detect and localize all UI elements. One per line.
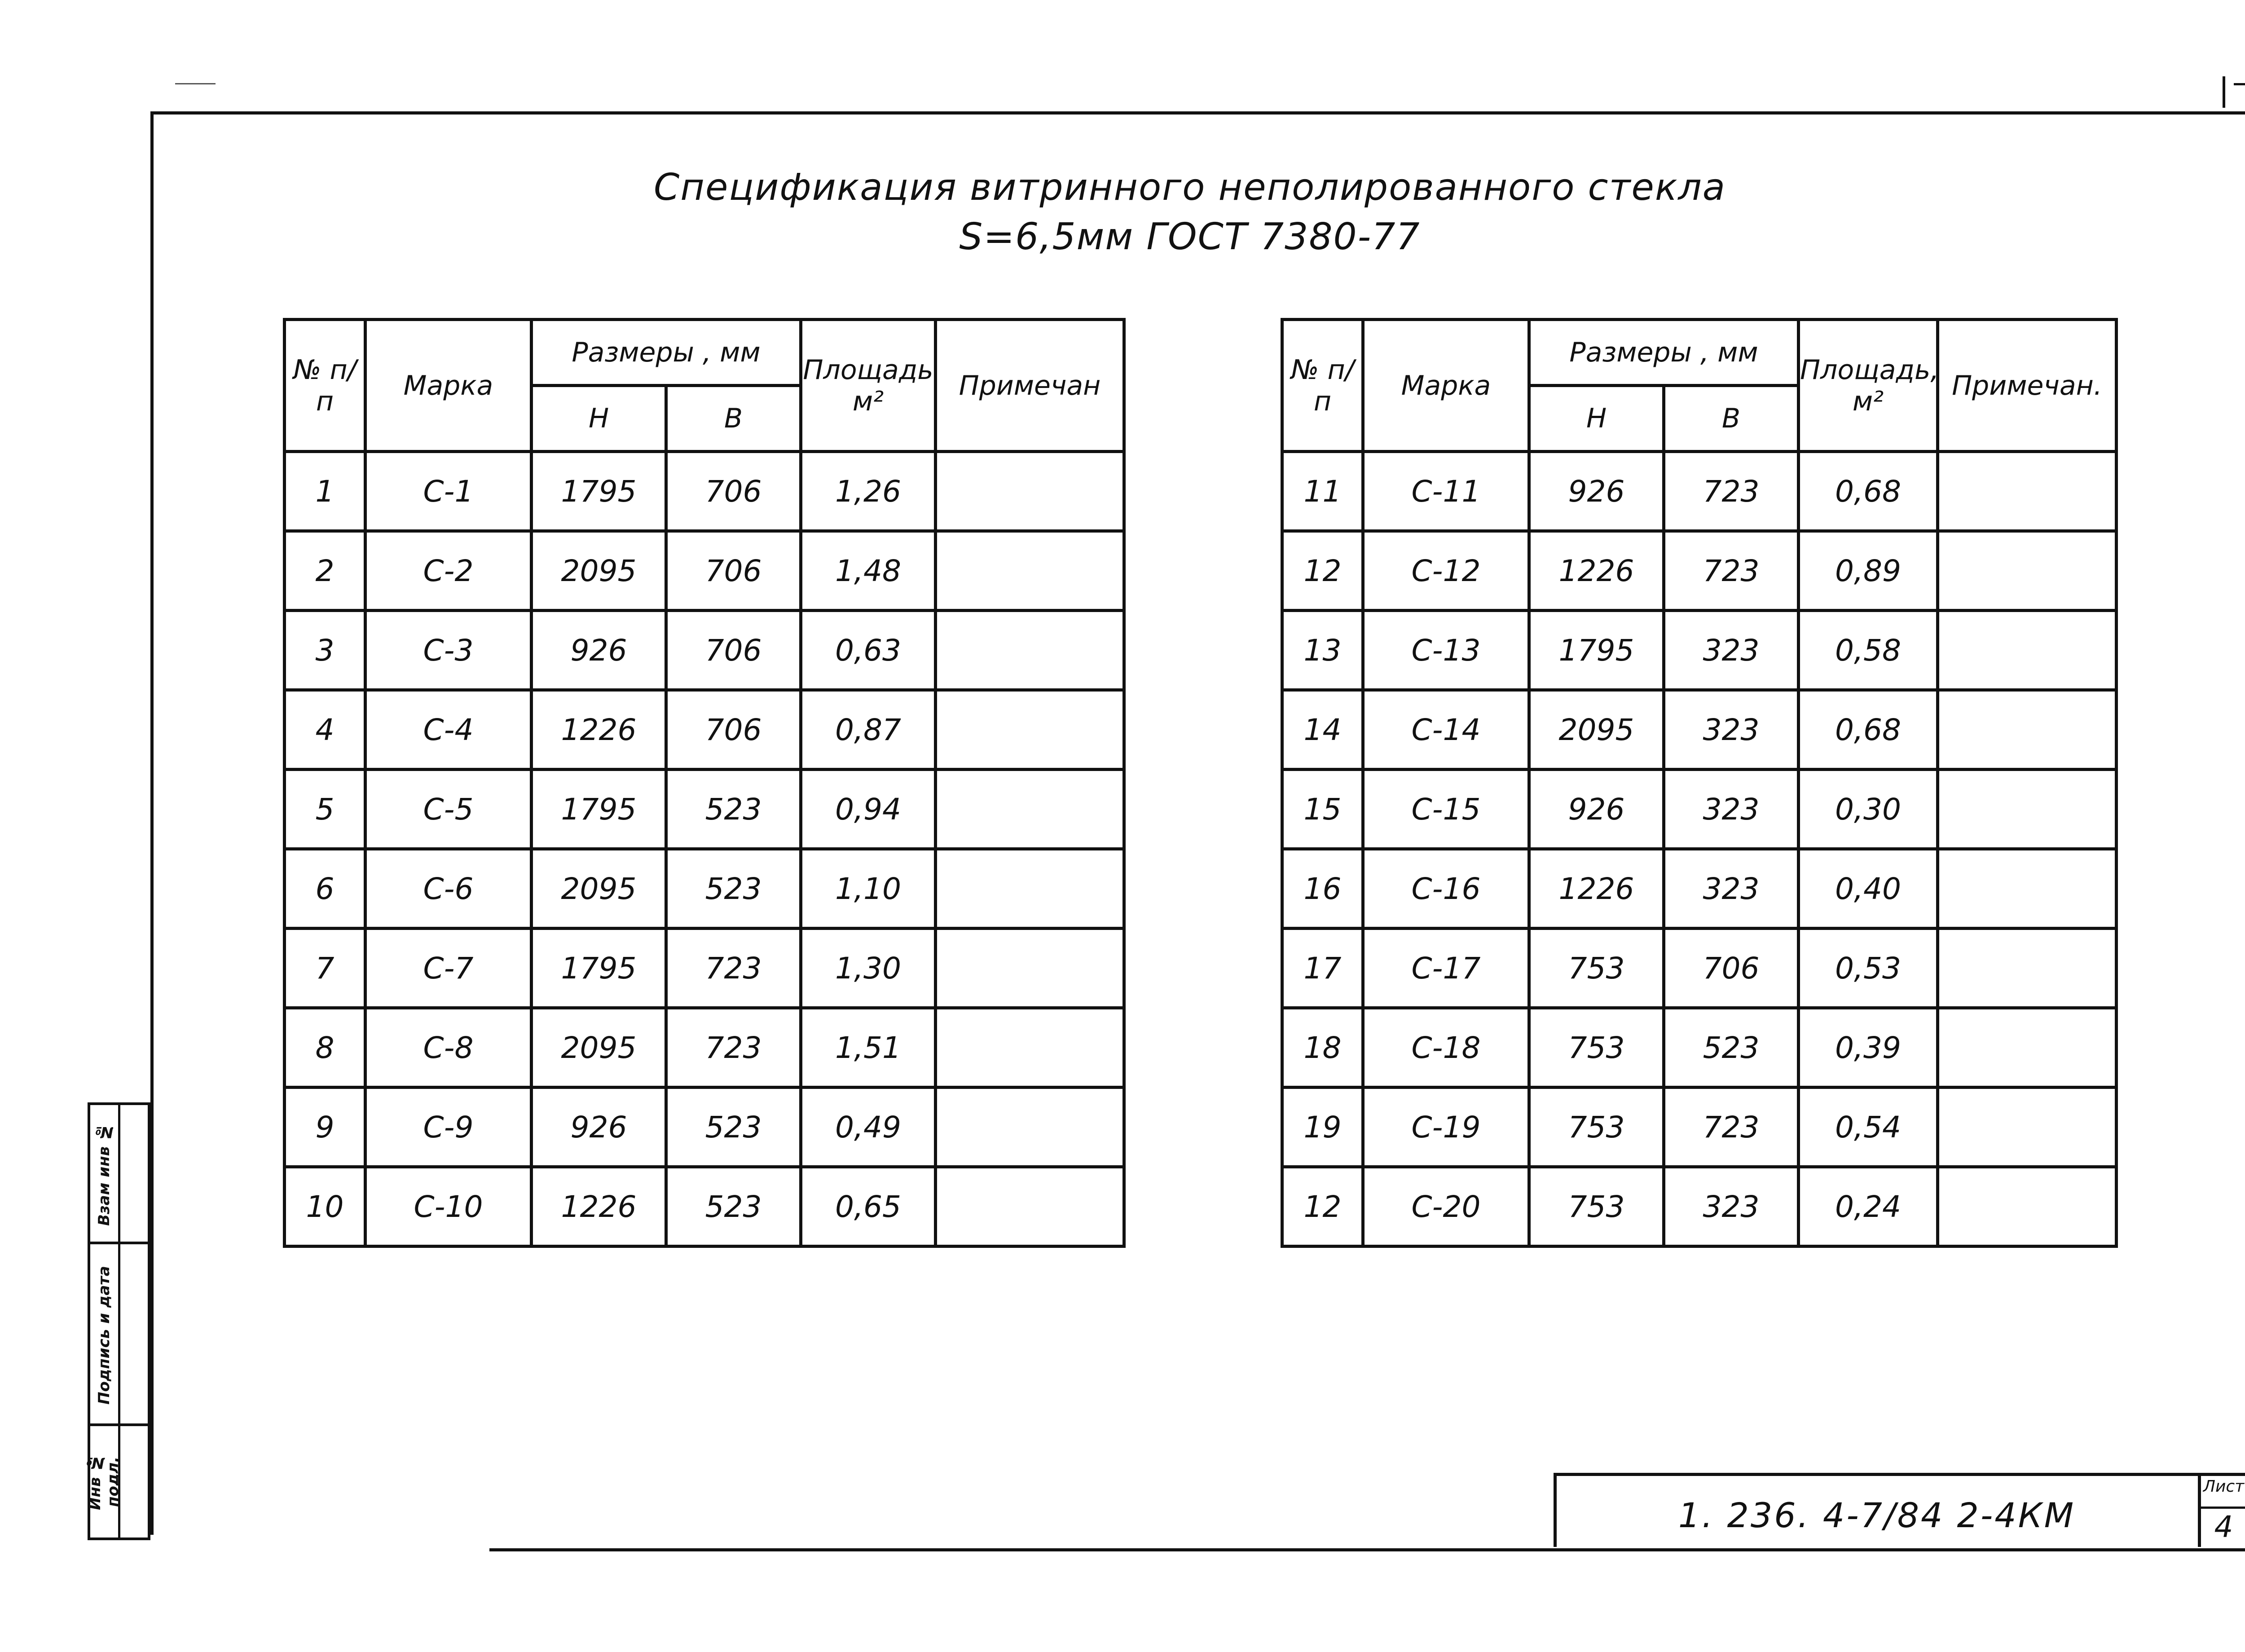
- frame-border-top: [150, 111, 2245, 115]
- header-sizes: Размеры , мм: [1529, 320, 1799, 386]
- header-mark: Марка: [365, 320, 532, 452]
- stamp-inv-no: Инв № подл.: [86, 1454, 122, 1510]
- cell-note: [1938, 770, 2117, 849]
- cell-b: 523: [1664, 1008, 1799, 1088]
- cell-h: 753: [1529, 1088, 1664, 1167]
- table-row: [285, 531, 1124, 611]
- cell-b: 723: [666, 1008, 801, 1088]
- cell-note: [936, 1088, 1124, 1167]
- cell-mark: С-18: [1363, 1008, 1529, 1088]
- table-row: [1282, 531, 2117, 611]
- cell-note: [936, 849, 1124, 929]
- cell-note: [1938, 1008, 2117, 1088]
- table-row: [1282, 849, 2117, 929]
- table-row: [1282, 1008, 2117, 1088]
- cell-h: 926: [532, 1088, 666, 1167]
- cell-h: 926: [532, 611, 666, 690]
- cell-area: 1,26: [801, 452, 936, 531]
- cell-area: 0,40: [1799, 849, 1938, 929]
- cell-area: 0,89: [1799, 531, 1938, 611]
- cell-area: 0,54: [1799, 1088, 1938, 1167]
- cell-mark: С-2: [365, 531, 532, 611]
- cell-mark: С-6: [365, 849, 532, 929]
- table-row: [1282, 690, 2117, 770]
- cell-area: 0,39: [1799, 1008, 1938, 1088]
- table-row: [285, 690, 1124, 770]
- cell-h: 2095: [532, 1008, 666, 1088]
- cell-mark: С-7: [365, 929, 532, 1008]
- cell-b: 706: [666, 452, 801, 531]
- table-row: [1282, 1167, 2117, 1247]
- header-area: Площадь м²: [801, 320, 936, 452]
- table-row: [285, 1008, 1124, 1088]
- cell-area: 1,48: [801, 531, 936, 611]
- cell-h: 1226: [532, 690, 666, 770]
- cell-area: 1,51: [801, 1008, 936, 1088]
- cell-num: 15: [1282, 770, 1363, 849]
- cell-mark: С-5: [365, 770, 532, 849]
- cell-num: 9: [285, 1088, 365, 1167]
- cell-num: 3: [285, 611, 365, 690]
- cell-num: 10: [285, 1167, 365, 1247]
- cell-area: 1,30: [801, 929, 936, 1008]
- cell-h: 1226: [532, 1167, 666, 1247]
- cell-num: 12: [1282, 1167, 1363, 1247]
- cell-mark: С-10: [365, 1167, 532, 1247]
- cell-area: 0,30: [1799, 770, 1938, 849]
- cell-num: 7: [285, 929, 365, 1008]
- cell-b: 523: [666, 770, 801, 849]
- document-subtitle: S=6,5мм ГОСТ 7380-77: [959, 216, 1421, 258]
- cell-note: [936, 611, 1124, 690]
- cell-mark: С-16: [1363, 849, 1529, 929]
- table-row: [1282, 770, 2117, 849]
- cell-note: [936, 452, 1124, 531]
- document-code: 1. 236. 4-7/84 2-4КМ: [1678, 1495, 2076, 1535]
- cell-note: [1938, 849, 2117, 929]
- cell-mark: С-14: [1363, 690, 1529, 770]
- cell-h: 1795: [1529, 611, 1664, 690]
- cell-b: 723: [1664, 452, 1799, 531]
- header-num: № п/п: [1282, 320, 1363, 452]
- cell-h: 1795: [532, 452, 666, 531]
- cell-note: [1938, 690, 2117, 770]
- cell-b: 323: [1664, 770, 1799, 849]
- cell-h: 753: [1529, 1167, 1664, 1247]
- header-h: Н: [1529, 386, 1664, 452]
- cell-b: 523: [666, 1167, 801, 1247]
- cell-note: [936, 929, 1124, 1008]
- cell-note: [936, 1008, 1124, 1088]
- cell-h: 2095: [532, 531, 666, 611]
- spec-table-right: [1281, 318, 2118, 1248]
- cell-mark: С-17: [1363, 929, 1529, 1008]
- cell-num: 4: [285, 690, 365, 770]
- cell-area: 0,49: [801, 1088, 936, 1167]
- header-mark: Марка: [1363, 320, 1529, 452]
- frame-mark: [175, 83, 216, 84]
- cell-area: 0,53: [1799, 929, 1938, 1008]
- cell-note: [936, 690, 1124, 770]
- header-b: В: [1664, 386, 1799, 452]
- cell-h: 753: [1529, 1008, 1664, 1088]
- cell-note: [1938, 929, 2117, 1008]
- header-h: Н: [532, 386, 666, 452]
- stamp-sign-date: Подпись и дата: [95, 1266, 113, 1405]
- cell-mark: С-4: [365, 690, 532, 770]
- cell-num: 17: [1282, 929, 1363, 1008]
- table-row: [1282, 929, 2117, 1008]
- cell-num: 5: [285, 770, 365, 849]
- header-num: № п/п: [285, 320, 365, 452]
- cell-num: 18: [1282, 1008, 1363, 1088]
- sheet-number: 4: [2214, 1510, 2233, 1544]
- cell-num: 2: [285, 531, 365, 611]
- cell-h: 753: [1529, 929, 1664, 1008]
- spec-table-left: [283, 318, 1126, 1248]
- cell-area: 0,94: [801, 770, 936, 849]
- table-row: [285, 1167, 1124, 1247]
- frame-border-left: [150, 111, 154, 1535]
- cell-mark: С-12: [1363, 531, 1529, 611]
- cell-b: 706: [666, 531, 801, 611]
- table-row: [285, 770, 1124, 849]
- cell-h: 1226: [1529, 531, 1664, 611]
- table-row: [1282, 611, 2117, 690]
- table-row: [1282, 1088, 2117, 1167]
- cell-area: 0,68: [1799, 690, 1938, 770]
- cell-h: 1795: [532, 929, 666, 1008]
- cell-num: 8: [285, 1008, 365, 1088]
- cell-note: [1938, 1167, 2117, 1247]
- cell-b: 323: [1664, 849, 1799, 929]
- cell-b: 706: [1664, 929, 1799, 1008]
- table-row: [285, 452, 1124, 531]
- cell-mark: С-11: [1363, 452, 1529, 531]
- frame-corner-tick: [2234, 83, 2245, 85]
- cell-area: 0,24: [1799, 1167, 1938, 1247]
- cell-note: [936, 770, 1124, 849]
- header-sizes: Размеры , мм: [532, 320, 801, 386]
- document-title: Спецификация витринного неполированного стекла: [653, 166, 1726, 209]
- cell-num: 12: [1282, 531, 1363, 611]
- stamp-replaces-inv: Взам инв №: [95, 1123, 113, 1226]
- cell-mark: С-13: [1363, 611, 1529, 690]
- cell-b: 323: [1664, 611, 1799, 690]
- cell-mark: С-3: [365, 611, 532, 690]
- cell-mark: С-19: [1363, 1088, 1529, 1167]
- sheet-label: Лист: [2203, 1477, 2245, 1496]
- cell-area: 0,68: [1799, 452, 1938, 531]
- cell-mark: С-15: [1363, 770, 1529, 849]
- table-row: [285, 1088, 1124, 1167]
- frame-corner-tick: [2223, 76, 2225, 108]
- cell-mark: С-1: [365, 452, 532, 531]
- cell-h: 2095: [532, 849, 666, 929]
- cell-note: [936, 531, 1124, 611]
- cell-b: 706: [666, 690, 801, 770]
- cell-h: 926: [1529, 770, 1664, 849]
- cell-area: 0,65: [801, 1167, 936, 1247]
- cell-b: 323: [1664, 1167, 1799, 1247]
- header-b: В: [666, 386, 801, 452]
- header-area: Площадь, м²: [1799, 320, 1938, 452]
- cell-b: 323: [1664, 690, 1799, 770]
- side-stamp: [88, 1102, 150, 1540]
- cell-note: [1938, 531, 2117, 611]
- cell-h: 926: [1529, 452, 1664, 531]
- cell-note: [1938, 611, 2117, 690]
- header-note: Примечан: [936, 320, 1124, 452]
- cell-b: 706: [666, 611, 801, 690]
- cell-b: 523: [666, 1088, 801, 1167]
- sheet-box-divider: [2198, 1507, 2245, 1509]
- cell-note: [1938, 1088, 2117, 1167]
- cell-num: 19: [1282, 1088, 1363, 1167]
- table-row: [285, 929, 1124, 1008]
- cell-num: 13: [1282, 611, 1363, 690]
- cell-note: [936, 1167, 1124, 1247]
- header-note: Примечан.: [1938, 320, 2117, 452]
- cell-mark: С-20: [1363, 1167, 1529, 1247]
- cell-b: 723: [666, 929, 801, 1008]
- cell-num: 1: [285, 452, 365, 531]
- table-row: [1282, 452, 2117, 531]
- frame-border-bottom: [489, 1548, 2245, 1551]
- table-row: [285, 611, 1124, 690]
- cell-area: 0,58: [1799, 611, 1938, 690]
- cell-num: 6: [285, 849, 365, 929]
- cell-h: 2095: [1529, 690, 1664, 770]
- cell-area: 0,63: [801, 611, 936, 690]
- cell-b: 723: [1664, 531, 1799, 611]
- table-row: [285, 849, 1124, 929]
- cell-b: 723: [1664, 1088, 1799, 1167]
- cell-mark: С-8: [365, 1008, 532, 1088]
- cell-h: 1226: [1529, 849, 1664, 929]
- cell-num: 16: [1282, 849, 1363, 929]
- cell-mark: С-9: [365, 1088, 532, 1167]
- cell-h: 1795: [532, 770, 666, 849]
- cell-num: 11: [1282, 452, 1363, 531]
- cell-area: 0,87: [801, 690, 936, 770]
- cell-b: 523: [666, 849, 801, 929]
- cell-note: [1938, 452, 2117, 531]
- cell-num: 14: [1282, 690, 1363, 770]
- cell-area: 1,10: [801, 849, 936, 929]
